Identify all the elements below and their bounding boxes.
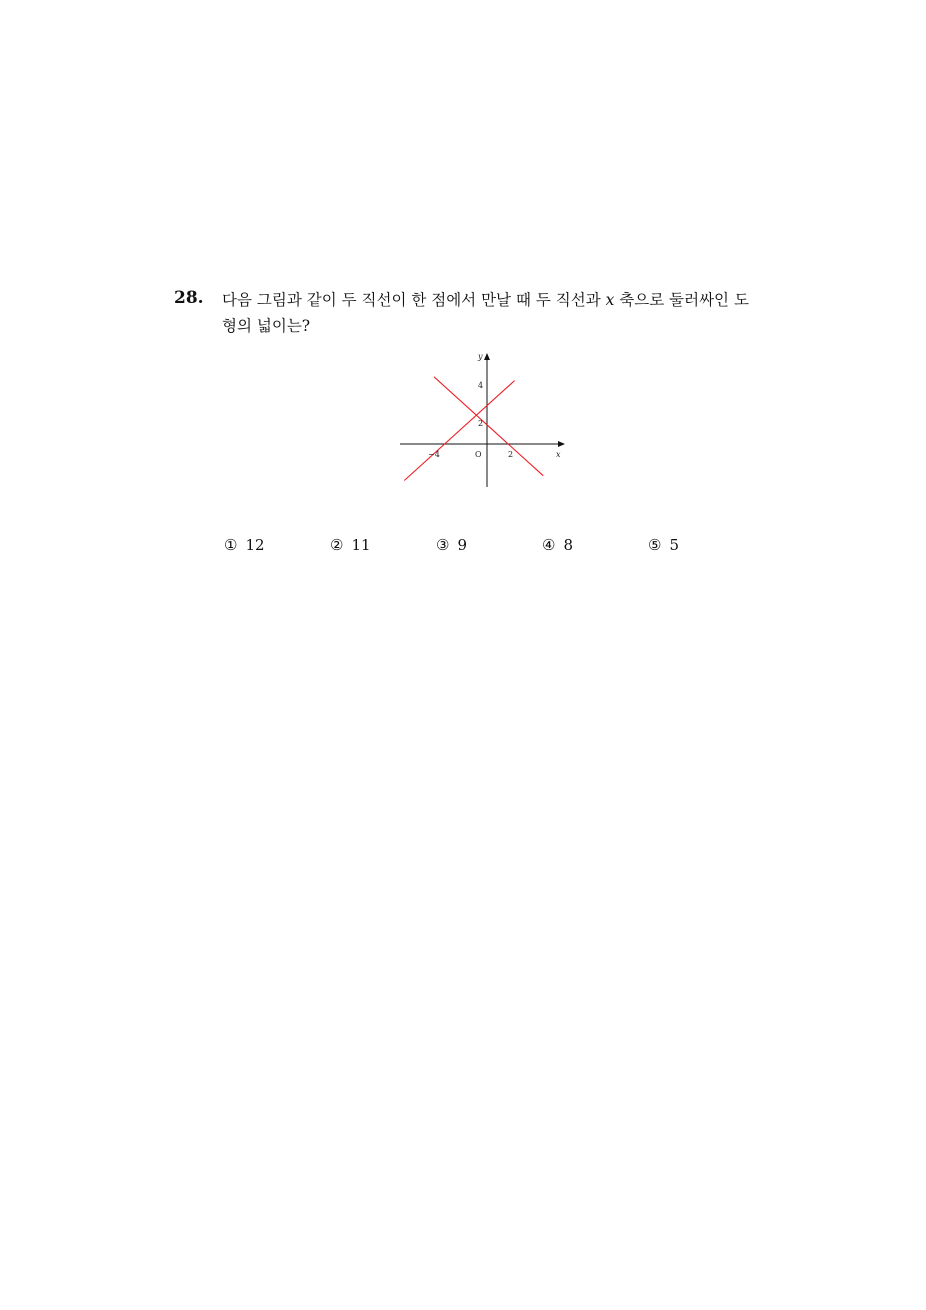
line-through-2-and-2 <box>434 377 543 476</box>
choice-1[interactable] <box>224 536 265 554</box>
choice-3-value: 9 <box>457 536 467 554</box>
choice-2-mark: ② <box>330 536 344 554</box>
question-variable: x <box>605 291 615 309</box>
tick-label-x-neg4: −4 <box>428 450 440 459</box>
x-axis-label: x <box>556 450 561 459</box>
tick-label-y-4: 4 <box>478 381 484 390</box>
choice-4-value: 8 <box>563 536 573 554</box>
choice-3[interactable] <box>436 536 467 554</box>
choice-2-value: 11 <box>351 536 371 554</box>
choice-5-value: 5 <box>669 536 679 554</box>
question-text-part2: 축으로 둘러싸인 도형의 넓이는? <box>222 291 749 335</box>
choice-3-mark: ③ <box>436 536 450 554</box>
choice-4-mark: ④ <box>542 536 556 554</box>
question-text-part1: 다음 그림과 같이 두 직선이 한 점에서 만날 때 두 직선과 <box>222 291 606 309</box>
graph-svg <box>398 350 570 490</box>
answer-choices <box>224 536 784 558</box>
tick-label-x-2: 2 <box>508 450 514 459</box>
choice-1-mark: ① <box>224 536 238 554</box>
graph-figure <box>398 350 570 490</box>
choice-5-mark: ⑤ <box>648 536 662 554</box>
origin-label: O <box>475 450 482 459</box>
choice-5[interactable] <box>648 536 679 554</box>
choice-4[interactable] <box>542 536 573 554</box>
problem-number: 28. <box>174 288 204 308</box>
choice-2[interactable] <box>330 536 371 554</box>
y-axis-label: y <box>478 352 483 361</box>
question-text <box>222 287 762 339</box>
line-through-neg4-and-4 <box>404 381 514 481</box>
choice-1-value: 12 <box>245 536 265 554</box>
tick-label-y-2: 2 <box>478 419 484 428</box>
